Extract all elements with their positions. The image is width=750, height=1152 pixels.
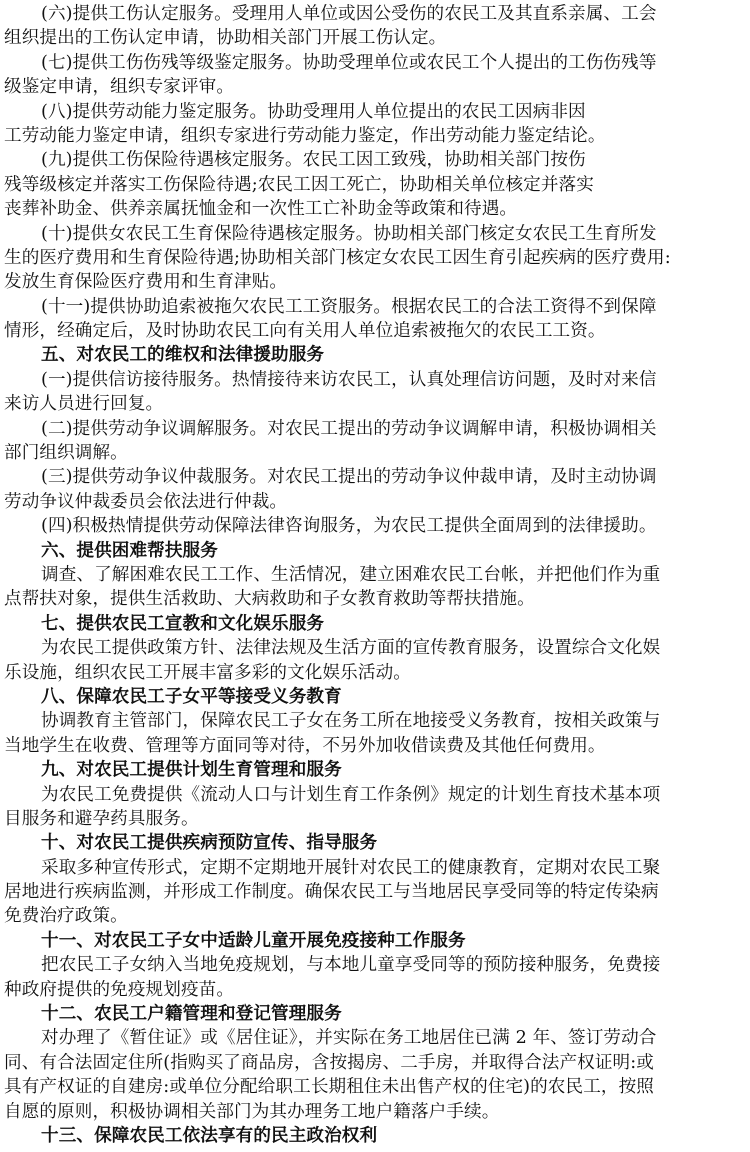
paragraph-line: (三)提供劳动争议仲裁服务。对农民工提出的劳动争议仲裁申请，及时主动协调 [41,467,657,488]
paragraph-line: 组织提出的工伤认定申请，协助相关部门开展工伤认定。 [4,28,447,49]
paragraph-line: 乐设施，组织农民工开展丰富多彩的文化娱乐活动。 [4,662,411,683]
paragraph-line: (十一)提供协助追索被拖欠农民工工资服务。根据农民工的合法工资得不到保障 [41,296,657,317]
paragraph-line: 同、有合法固定住所(指购买了商品房，含按揭房、二手房，并取得合法产权证明:或 [4,1052,654,1073]
paragraph-line: 情形，经确定后，及时协助农民工向有关用人单位追索被拖欠的农民工工资。 [4,321,606,342]
document-page [4,2,746,1148]
paragraph-line: 当地学生在收费、管理等方面同等对待，不另外加收借读费及其他任何费用。 [4,735,606,756]
paragraph-line: 自愿的原则，积极协调相关部门为其办理务工地户籍落户手续。 [4,1101,500,1122]
paragraph-line: (四)积极热情提供劳动保障法律咨询服务，为农民工提供全面周到的法律援助。 [41,516,657,537]
section-heading: 六、提供困难帮扶服务 [41,539,218,561]
section-heading: 十二、农民工户籍管理和登记管理服务 [41,1003,342,1025]
paragraph-line: (十)提供女农民工生育保险待遇核定服务。协助相关部门核定女农民工生育所发 [41,223,657,244]
paragraph-line: 具有产权证的自建房:或单位分配给职工长期租住未出售产权的住宅)的农民工，按照 [4,1077,654,1098]
paragraph-line: 工劳动能力鉴定申请，组织专家进行劳动能力鉴定，作出劳动能力鉴定结论。 [4,125,606,146]
section-heading: 十一、对农民工子女中适龄儿童开展免疫接种工作服务 [41,929,466,951]
paragraph-line: 免费治疗政策。 [4,906,128,927]
section-heading: 七、提供农民工宣教和文化娱乐服务 [41,612,325,634]
paragraph-line: 协调教育主管部门，保障农民工子女在务工所在地接受义务教育，按相关政策与 [41,711,661,732]
paragraph-line: (六)提供工伤认定服务。受理用人单位或因公受伤的农民工及其直系亲属、工会 [41,4,657,24]
paragraph-line: 对办理了《暂住证》或《居住证》，并实际在务工地居住已满 2 年、签订劳动合 [41,1028,657,1049]
paragraph-line: 残等级核定并落实工伤保险待遇;农民工因工死亡，协助相关单位核定并落实 [4,174,594,195]
paragraph-line: 部门组织调解。 [4,443,128,464]
paragraph-line: 为农民工免费提供《流动人口与计划生育工作条例》规定的计划生育技术基本项 [41,784,661,805]
paragraph-line: 点帮扶对象，提供生活救助、大病救助和子女教育救助等帮扶措施。 [4,589,535,610]
paragraph-line: (九)提供工伤保险待遇核定服务。农民工因工致残，协助相关部门按伤 [41,150,586,171]
paragraph-line: 调查、了解困难农民工工作、生活情况，建立困难农民工台帐，并把他们作为重 [41,564,661,585]
paragraph-line: 丧葬补助金、供养亲属抚恤金和一次性工亡补助金等政策和待遇。 [4,199,518,220]
paragraph-line: 为农民工提供政策方针、法律法规及生活方面的宣传教育服务，设置综合文化娱 [41,638,661,659]
paragraph-line: 生的医疗费用和生育保险待遇;协助相关部门核定女农民工因生育引起疾病的医疗费用: [4,247,671,268]
paragraph-line: (一)提供信访接待服务。热情接待来访农民工，认真处理信访问题，及时对来信 [41,369,657,390]
section-heading: 九、对农民工提供计划生育管理和服务 [41,759,342,781]
paragraph-line: 采取多种宣传形式，定期不定期地开展针对农民工的健康教育，定期对农民工聚 [41,857,661,878]
paragraph-line: 种政府提供的免疫规划疫苗。 [4,979,235,1000]
section-heading: 十三、保障农民工依法享有的民主政治权利 [41,1124,378,1146]
paragraph-line: 目服务和避孕药具服务。 [4,808,199,829]
paragraph-line: 劳动争议仲裁委员会依法进行仲裁。 [4,491,288,512]
paragraph-line: 级鉴定申请，组织专家评审。 [4,77,235,98]
section-heading: 八、保障农民工子女平等接受义务教育 [41,685,342,707]
paragraph-line: 来访人员进行回复。 [4,394,164,415]
paragraph-line: (二)提供劳动争议调解服务。对农民工提出的劳动争议调解申请，积极协调相关 [41,418,657,439]
section-heading: 十、对农民工提供疾病预防宣传、指导服务 [41,832,378,854]
paragraph-line: 把农民工子女纳入当地免疫规划，与本地儿童享受同等的预防接种服务，免费接 [41,955,661,976]
section-heading: 五、对农民工的维权和法律援助服务 [41,344,325,366]
paragraph-line: (八)提供劳动能力鉴定服务。协助受理用人单位提出的农民工因病非因 [41,101,586,122]
paragraph-line: (七)提供工伤伤残等级鉴定服务。协助受理单位或农民工个人提出的工伤伤残等 [41,52,657,73]
paragraph-line: 居地进行疾病监测，并形成工作制度。确保农民工与当地居民享受同等的特定传染病 [4,882,659,903]
paragraph-line: 发放生育保险医疗费用和生育津贴。 [4,272,288,293]
